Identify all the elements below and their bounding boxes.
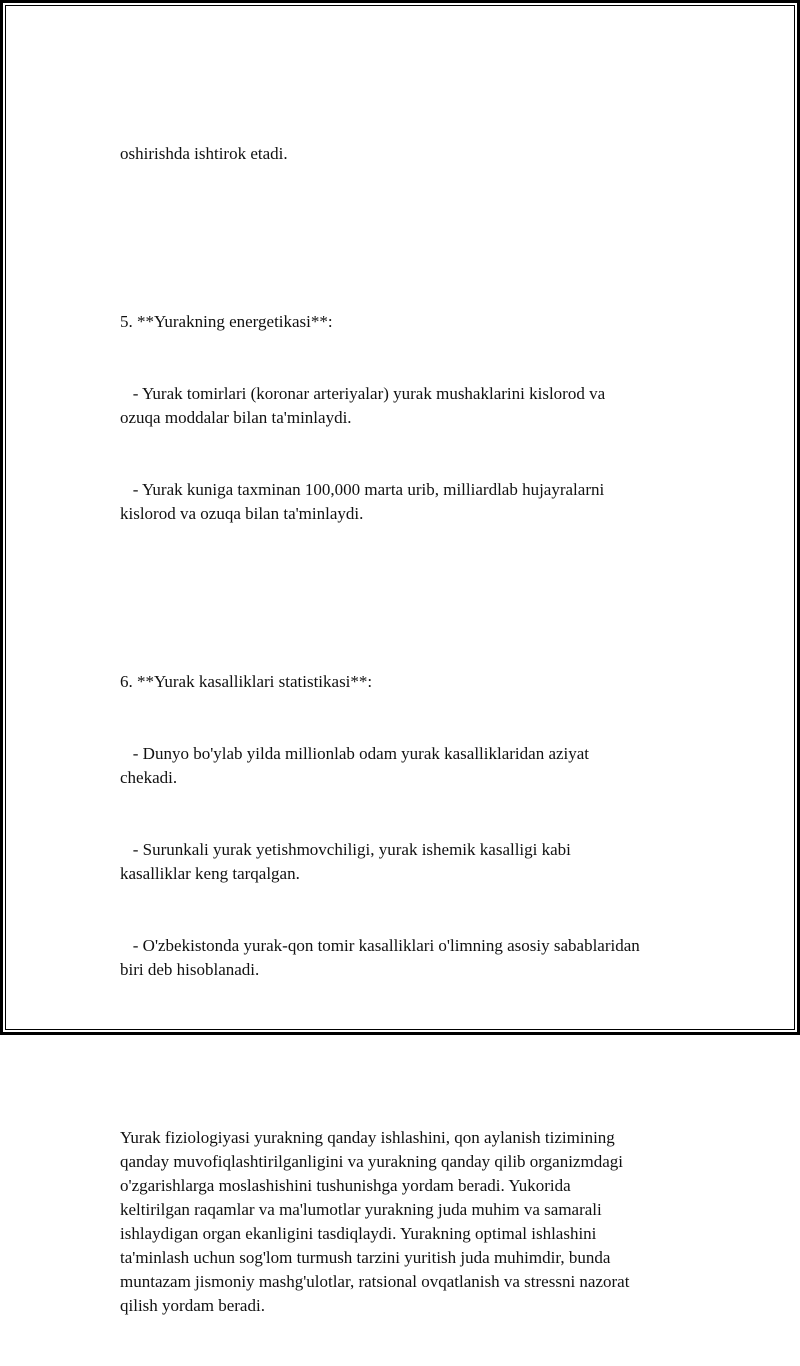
section-6-bullet-2: - Surunkali yurak yetishmovchiligi, yurak ishemik kasalligi kabi kasalliklar keng tarqalgan. [120,840,571,883]
paragraph-gap [120,574,695,598]
section-5-bullet-2: - Yurak kuniga taxminan 100,000 marta urib, milliardlab hujayralarni kislorod va ozuqa bilan ta'minlaydi. [120,480,605,523]
document-body [120,94,695,1366]
paragraph-gap [120,1030,695,1054]
conclusion-paragraph: Yurak fiziologiyasi yurakning qanday ishlashini, qon aylanish tizimining qanday muvofiqlashtirilganligini va yurakning qanday qilib organizmdagi o'zgarishlarga moslashishini tushunishga yordam beradi. Yukorida keltirilgan raqamlar va ma'lumotlar yurakning juda muhim va samarali ishlaydigan organ ekanligini tasdiqlaydi. Yurakning optimal ishlashini ta'minlash uchun sog'lom turmush tarzini yuritish juda muhimdir, bunda muntazam jismoniy mashg'ulotlar, ratsional ovqatlanish va stressni nazorat qilish yordam beradi. [120,1128,630,1315]
section-6-heading: 6. **Yurak kasalliklari statistikasi**: [120,672,373,691]
intro-line: oshirishda ishtirok etadi. [120,144,288,163]
section-5-bullet-1: - Yurak tomirlari (koronar arteriyalar) yurak mushaklarini kislorod va ozuqa moddalar bilan ta'minlaydi. [120,384,606,427]
section-5-heading: 5. **Yurakning energetikasi**: [120,312,333,331]
section-6-bullet-1: - Dunyo bo'ylab yilda millionlab odam yurak kasalliklaridan aziyat chekadi. [120,744,590,787]
paragraph-gap [120,214,695,238]
section-6-bullet-3: - O'zbekistonda yurak-qon tomir kasalliklari o'limning asosiy sabablaridan biri deb hisoblanadi. [120,936,640,979]
